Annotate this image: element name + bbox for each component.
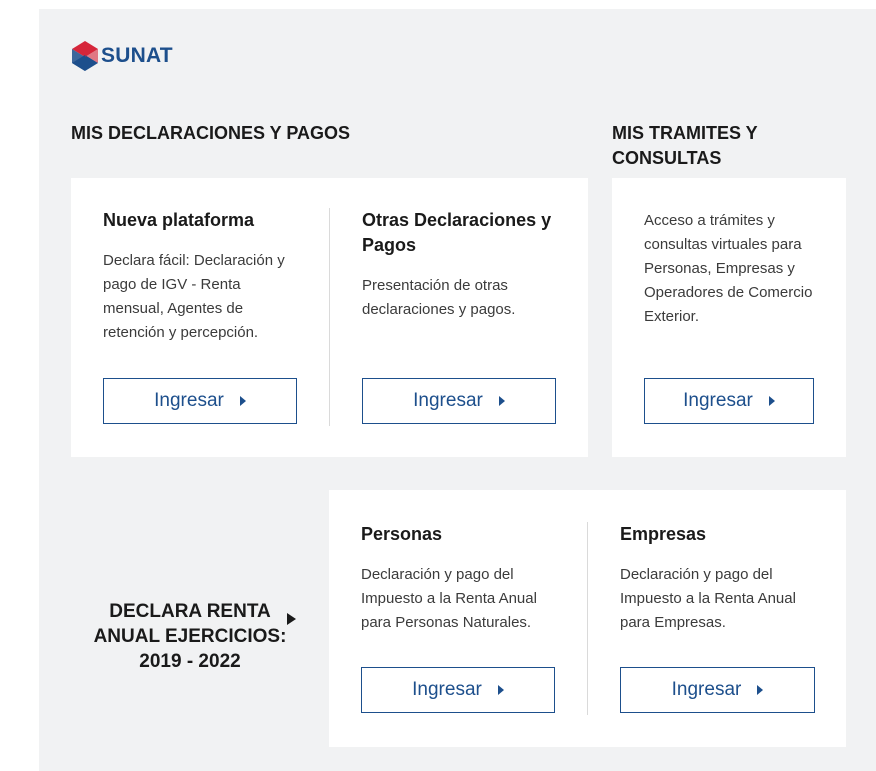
nueva-plataforma-ingresar-button[interactable] (103, 378, 297, 424)
nueva-plataforma-column (103, 208, 303, 345)
nueva-plataforma-description: Declara fácil: Declaración y pago de IGV - Renta mensual, Agentes de retención y percepción. (103, 252, 285, 341)
personas-column (361, 522, 561, 635)
button-label: Ingresar (683, 390, 753, 411)
button-label: Ingresar (412, 679, 482, 700)
column-divider (329, 208, 330, 426)
tramites-section-title: MIS TRAMITES Y CONSULTAS (612, 123, 758, 168)
renta-card (329, 490, 846, 747)
nueva-plataforma-title: Nueva plataforma (103, 210, 255, 230)
personas-ingresar-button[interactable] (361, 667, 555, 713)
personas-description: Declaración y pago del Impuesto a la Renta Anual para Personas Naturales. (361, 566, 537, 631)
declaraciones-card (71, 178, 588, 457)
declaraciones-section-title: MIS DECLARACIONES Y PAGOS (71, 123, 351, 143)
empresas-description: Declaración y pago del Impuesto a la Renta Anual para Empresas. (620, 566, 796, 631)
sunat-logo[interactable] (71, 40, 173, 72)
caret-right-icon (499, 396, 505, 406)
caret-right-icon (769, 396, 775, 406)
sunat-logo-text: SUNAT (101, 44, 173, 67)
otras-declaraciones-description: Presentación de otras declaraciones y pagos. (362, 277, 516, 318)
column-divider (587, 522, 588, 715)
caret-right-icon (498, 685, 504, 695)
caret-right-icon (757, 685, 763, 695)
caret-right-icon (287, 613, 296, 625)
caret-right-icon (240, 396, 246, 406)
otras-declaraciones-ingresar-button[interactable] (362, 378, 556, 424)
empresas-ingresar-button[interactable] (620, 667, 815, 713)
button-label: Ingresar (413, 390, 483, 411)
otras-declaraciones-title: Otras Declaraciones y Pagos (362, 210, 552, 255)
empresas-title: Empresas (620, 524, 707, 544)
button-label: Ingresar (154, 390, 224, 411)
empresas-column (620, 522, 820, 635)
button-label: Ingresar (671, 679, 742, 700)
tramites-card (612, 178, 846, 457)
sunat-logo-icon (71, 40, 99, 72)
otras-declaraciones-column (362, 208, 557, 322)
personas-title: Personas (361, 524, 443, 544)
tramites-description: Acceso a trámites y consultas virtuales para Personas, Empresas y Operadores de Comercio Exterior. (644, 212, 813, 325)
tramites-ingresar-button[interactable] (644, 378, 814, 424)
renta-section-title: DECLARA RENTA ANUAL EJERCICIOS: 2019 - 2022 (93, 601, 287, 672)
tramites-column (644, 209, 829, 329)
